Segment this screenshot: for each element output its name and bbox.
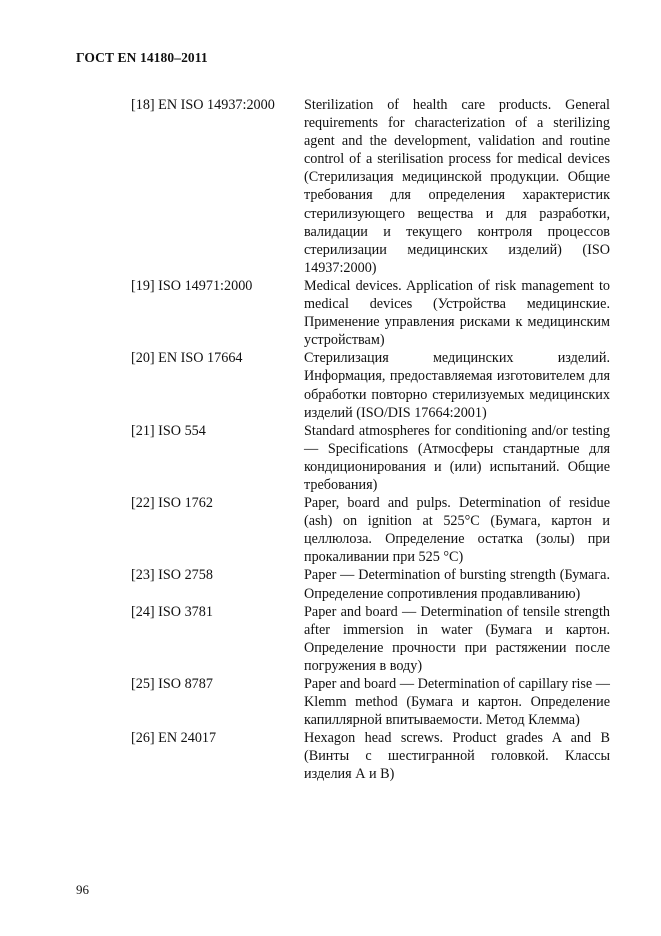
reference-code: [20] EN ISO 17664 [131,350,243,367]
reference-item [131,349,612,421]
reference-description: Paper and board — Determination of capillary rise — Klemm method (Бумага и картон. Определение капиллярной впитываемости. Метод Клемма) [304,676,610,729]
reference-item [131,566,612,602]
page-number: 96 [76,882,89,897]
reference-description: Paper — Determination of bursting strength (Бумага. Определение сопротивления продавливанию) [304,567,610,602]
reference-item [131,729,612,783]
reference-description: Medical devices. Application of risk management to medical devices (Устройства медицинские. Применение управления рисками к медицинским устройствам) [304,277,610,349]
reference-description: Standard atmospheres for conditioning and/or testing — Specifications (Атмосферы стандартные для кондиционирования и (или) испытаний. Общие требования) [304,422,610,493]
reference-description: Sterilization of health care products. General requirements for characterization of a sterilizing agent and the development, validation and routine control of a sterilisation process for medical devices (Стерилизация медицинской продукции. Общие требования для определения характеристик стерилизующего вещества и для разработки, валидации и текущего контроля процессов стерилизации медицинских изделий) (ISO 14937:2000) [304,97,610,276]
document-header: ГОСТ EN 14180–2011 [76,50,208,65]
reference-item [131,96,612,277]
reference-code: [21] ISO 554 [131,422,206,439]
reference-code: [24] ISO 3781 [131,603,213,620]
reference-description: Стерилизация медицинских изделий. Информация, предоставляемая изготовителем для обработки повторно стерилизуемых медицинских изделий (ISO/DIS 17664:2001) [304,350,610,421]
reference-code: [25] ISO 8787 [131,676,213,692]
reference-code: [19] ISO 14971:2000 [131,277,253,294]
reference-item [131,494,612,566]
reference-item [131,422,612,494]
reference-item [131,277,612,349]
reference-code: [22] ISO 1762 [131,495,213,512]
reference-description: Paper and board — Determination of tensile strength after immersion in water (Бумага и картон. Определение прочности при растяжении после погружения в воду) [304,603,610,674]
bibliography-list [131,96,612,784]
reference-code: [26] EN 24017 [131,730,217,747]
reference-item [131,603,612,675]
reference-description: Hexagon head screws. Product grades A and B (Винты с шестигранной головкой. Классы изделия А и В) [304,730,610,783]
reference-code: [23] ISO 2758 [131,567,213,584]
reference-code: [18] EN ISO 14937:2000 [131,97,275,113]
reference-description: Paper, board and pulps. Determination of residue (ash) on ignition at 525°С (Бумага, картон и целлюлоза. Определение остатка (золы) при прокаливании при 525 °С) [304,495,610,566]
reference-item [131,675,612,729]
